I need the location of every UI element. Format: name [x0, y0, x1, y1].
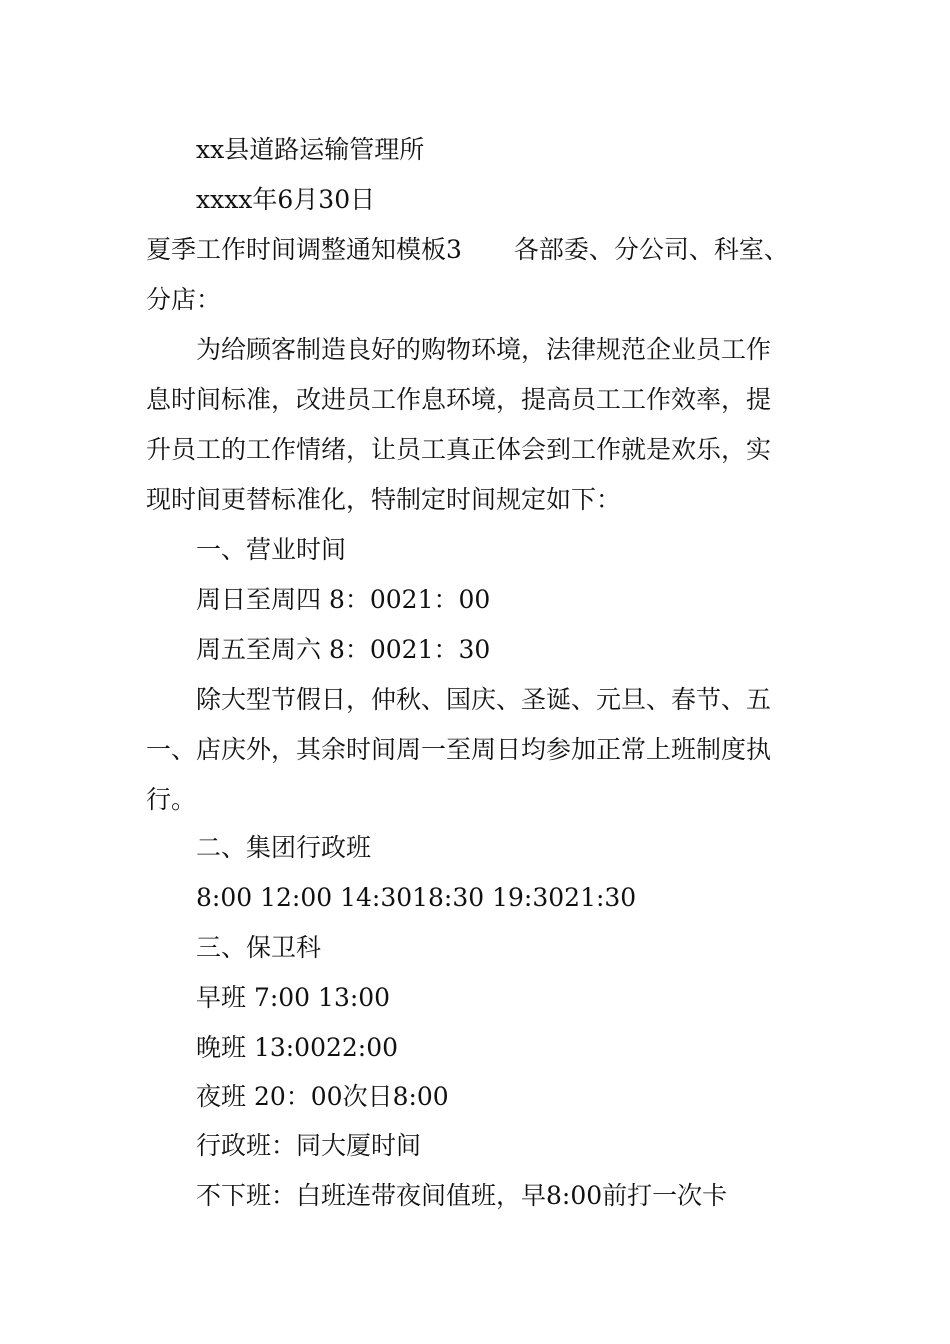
holiday-note-line: 一、店庆外，其余时间周一至周日均参加正常上班制度执: [146, 735, 772, 764]
admin-shift-row: 8:00 12:00 14:3018:30 19:3021:30: [196, 883, 637, 912]
security-shift-row: 行政班：同大厦时间: [196, 1131, 422, 1160]
intro-paragraph-line: 为给顾客制造良好的购物环境，法律规范企业员工作: [196, 335, 772, 364]
intro-paragraph-line: 息时间标准，改进员工作息环境，提高员工工作效率，提: [146, 385, 772, 414]
section-heading-security: 三、保卫科: [196, 933, 322, 962]
holiday-note-line: 除大型节假日，仲秋、国庆、圣诞、元旦、春节、五: [196, 685, 772, 714]
holiday-note-line: 行。: [146, 785, 197, 814]
heading-line: [146, 234, 810, 266]
intro-paragraph-line: 升员工的工作情绪，让员工真正体会到工作就是欢乐，实: [146, 435, 772, 464]
signature-organization: xx县道路运输管理所: [196, 135, 425, 164]
addressee-continued: 分店：: [146, 285, 222, 314]
intro-paragraph-line: 现时间更替标准化，特制定时间规定如下：: [146, 485, 622, 514]
section-heading-business-hours: 一、营业时间: [196, 535, 347, 564]
business-hours-row: 周五至周六 8：0021：30: [196, 635, 491, 664]
security-shift-row: 早班 7:00 13:00: [196, 983, 391, 1012]
security-shift-row: 夜班 20：00次日8:00: [196, 1082, 449, 1111]
addressee: 各部委、分公司、科室、: [513, 235, 789, 264]
section-heading-admin-shift: 二、集团行政班: [196, 833, 372, 862]
signature-date: xxxx年6月30日: [196, 185, 376, 214]
business-hours-row: 周日至周四 8：0021：00: [196, 585, 491, 614]
security-shift-row: 晚班 13:0022:00: [196, 1033, 399, 1062]
document-title: 夏季工作时间调整通知模板3: [146, 235, 462, 264]
security-shift-row: 不下班：白班连带夜间值班，早8:00前打一次卡: [196, 1181, 728, 1210]
